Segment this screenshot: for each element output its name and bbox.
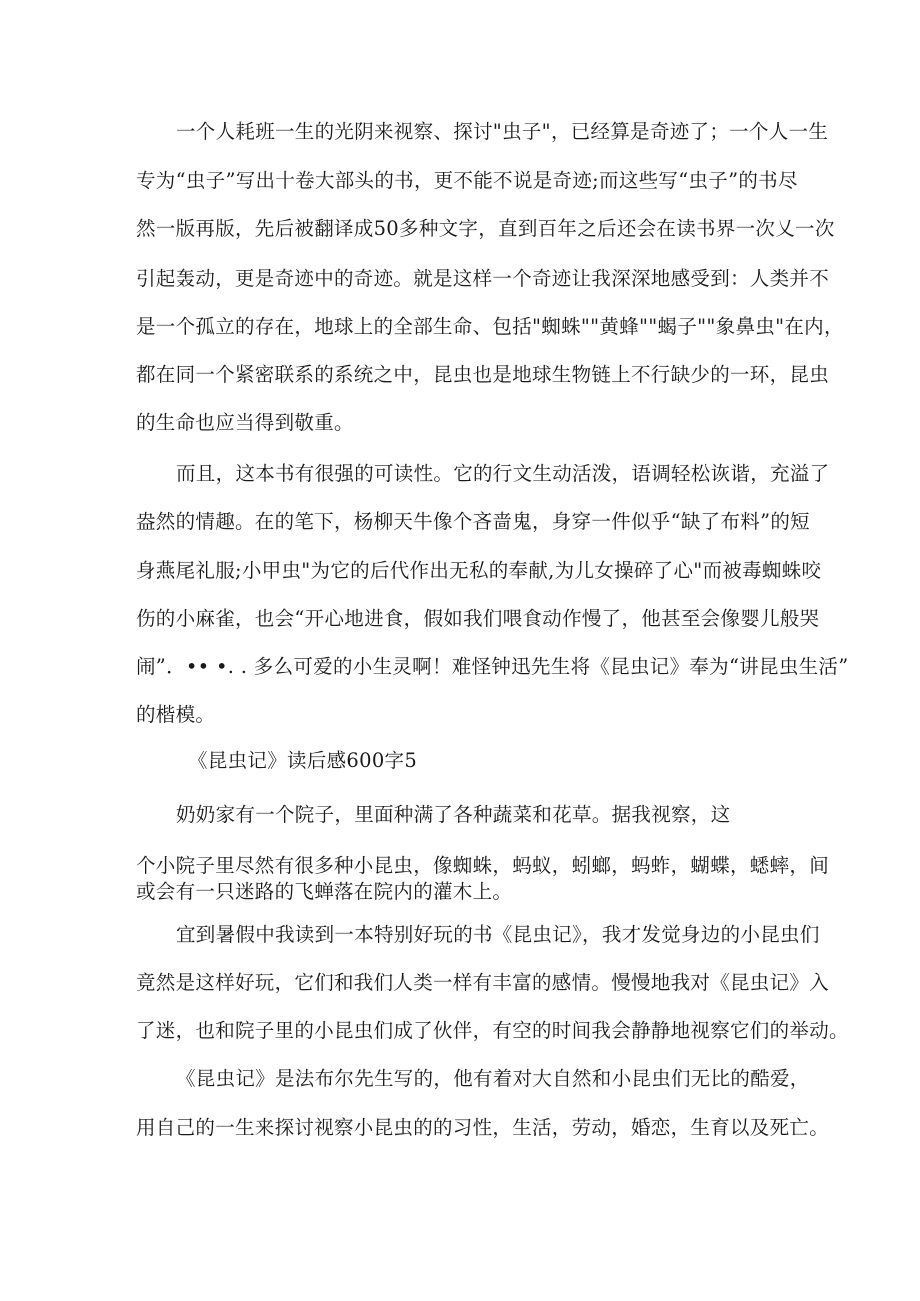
paragraph-6-line-1: 《昆虫记》是法布尔先生写的，他有着对大自然和小昆虫们无比的酷爱，: [176, 1067, 810, 1090]
paragraph-1-line-6: 都在同一个紧密联系的系统之中，昆虫也是地球生物链上不行缺少的一环，昆虫: [136, 363, 830, 386]
paragraph-1-line-1: 一个人耗班一生的光阴来视察、探讨"虫子"，已经算是奇迹了；一个人一生: [176, 120, 829, 143]
section-heading: 《昆虫记》读后感600字5: [188, 749, 418, 772]
paragraph-5-line-2: 竟然是这样好玩，它们和我们人类一样有丰富的感情。慢慢地我对《昆虫记》入: [136, 971, 830, 994]
paragraph-2-line-2: 盎然的情趣。在的笔下，杨柳天牛像个吝啬鬼，身穿一件似乎“缺了布料”的短: [136, 510, 810, 533]
paragraph-4-line-1: 个小院子里尽然有很多种小昆虫，像蜘蛛，蚂蚁，蚓螂，蚂蚱，蝴蝶，蟋蟀，间: [136, 854, 830, 877]
paragraph-5-line-3: 了迷，也和院子里的小昆虫们成了伙伴，有空的时间我会静静地视察它们的举动。: [136, 1019, 849, 1042]
paragraph-3-line-1: 奶奶家有一个院子，里面种满了各种蔬菜和花草。据我视察，这: [176, 803, 731, 826]
paragraph-4-line-2: 或会有一只迷路的飞蝉落在院内的灌木上。: [136, 880, 513, 903]
paragraph-2-line-6: 的楷模。: [136, 703, 216, 726]
paragraph-2-line-5: 闹”．•• •. . 多么可爱的小生灵啊！难怪钟迅先生将《昆虫记》奉为“讲昆虫生活”: [136, 655, 849, 678]
paragraph-1-line-2: 专为“虫子”写出十卷大部头的书，更不能不说是奇迹;而这些写“虫子”的书尽: [136, 169, 798, 192]
paragraph-7-line-1: 用自己的一生来探讨视察小昆虫的的习性，生活，劳动，婚恋，生育以及死亡。: [136, 1116, 830, 1139]
paragraph-2-line-1: 而且，这本书有很强的可读性。它的行文生动活泼，语调轻松诙谐，充溢了: [176, 462, 830, 485]
paragraph-1-line-4: 引起轰动，更是奇迹中的奇迹。就是这样一个奇迹让我深深地感受到：人类并不: [136, 267, 830, 290]
paragraph-1-line-7: 的生命也应当得到敬重。: [136, 411, 354, 434]
paragraph-1-line-5: 是一个孤立的存在，地球上的全部生命、包括"蜘蛛""黄蜂""蝎子""象鼻虫"在内，: [136, 315, 844, 338]
paragraph-2-line-4: 伤的小麻雀，也会“开心地进食，假如我们喂食动作慢了，他甚至会像婴儿般哭: [136, 607, 820, 630]
paragraph-5-line-1: 宜到暑假中我读到一本特别好玩的书《昆虫记》，我才发觉身边的小昆虫们: [176, 923, 820, 946]
paragraph-2-line-3: 身燕尾礼服;小甲虫"为它的后代作出无私的奉献,为儿女操碎了心"而被毒蜘蛛咬: [136, 559, 822, 582]
paragraph-1-line-3: 然一版再版，先后被翻译成50多种文字，直到百年之后还会在读书界一次乂一次: [136, 217, 835, 240]
